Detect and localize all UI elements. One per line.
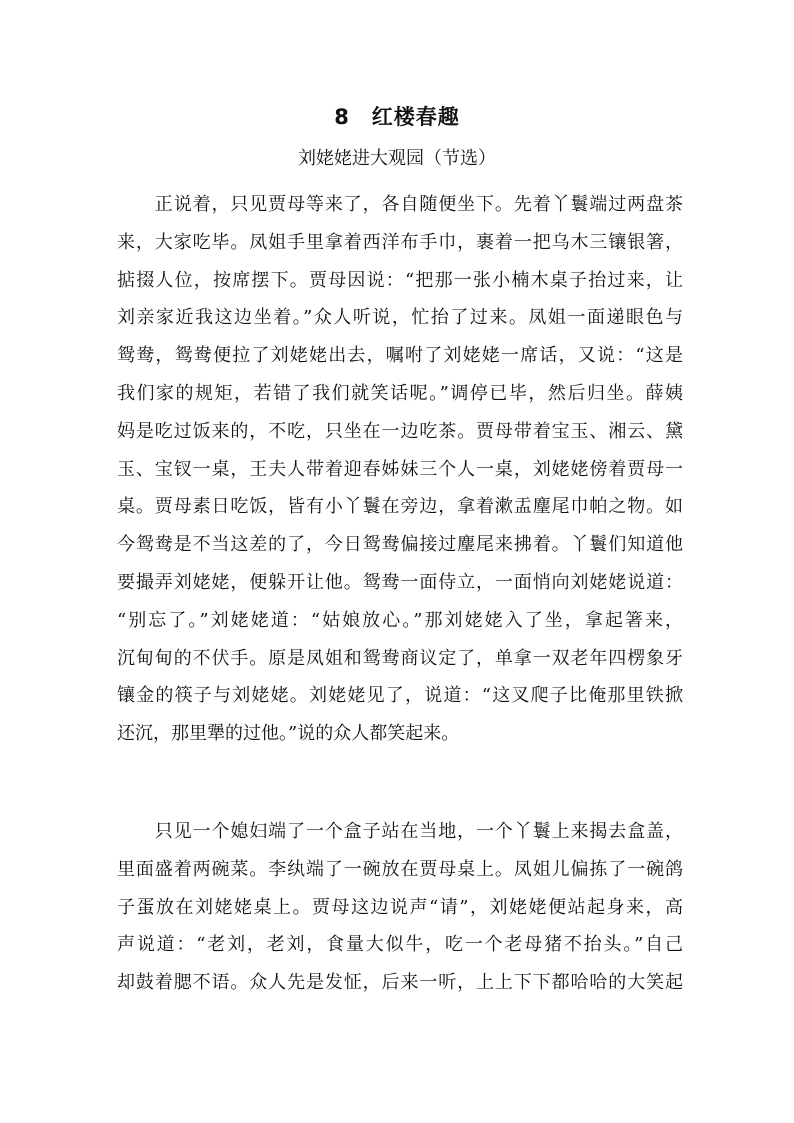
text-line: 妈是吃过饭来的，不吃，只坐在一边吃茶。贾母带着宝玉、湘云、黛 xyxy=(117,420,683,442)
text-line: 正说着，只见贾母等来了，各自随便坐下。先着丫鬟端过两盘茶 xyxy=(117,194,683,215)
chapter-title: 8 红楼春趣 xyxy=(334,105,460,129)
paragraph xyxy=(117,813,683,1002)
text-line: 今鸳鸯是不当这差的了，今日鸳鸯偏接过麈尾来拂着。丫鬟们知道他 xyxy=(117,534,683,556)
text-line: 玉、宝钗一桌，王夫人带着迎春姊妹三个人一桌，刘姥姥傍着贾母一 xyxy=(117,458,683,480)
section-subtitle: 刘姥姥进大观园（节选） xyxy=(298,148,496,169)
text-line: 要撮弄刘姥姥，便躲开让他。鸳鸯一面侍立，一面悄向刘姥姥说道： xyxy=(117,571,683,593)
text-line: “别忘了。”刘姥姥道：“姑娘放心。”那刘姥姥入了坐，拿起箸来， xyxy=(117,609,683,631)
text-line: 还沉，那里犟的过他。”说的众人都笑起来。 xyxy=(117,723,460,745)
text-line: 却鼓着腮不语。众人先是发怔，后来一听，上上下下都哈哈的大笑起 xyxy=(117,972,683,994)
text-line: 鸳鸯，鸳鸯便拉了刘姥姥出去，嘱咐了刘姥姥一席话，又说：“这是 xyxy=(117,345,683,367)
text-line: 声说道：“老刘，老刘，食量大似牛，吃一个老母猪不抬头。”自己 xyxy=(117,934,683,956)
text-line: 我们家的规矩，若错了我们就笑话呢。”调停已毕，然后归坐。薛姨 xyxy=(117,382,683,404)
paragraph xyxy=(117,186,683,753)
text-line: 掂掇人位，按席摆下。贾母因说：“把那一张小楠木桌子抬过来，让 xyxy=(117,269,683,291)
text-line: 沉甸甸的不伏手。原是凤姐和鸳鸯商议定了，单拿一双老年四楞象牙 xyxy=(117,647,683,669)
text-line: 子蛋放在刘姥姥桌上。贾母这边说声“请”，刘姥姥便站起身来，高 xyxy=(117,896,683,918)
text-line: 刘亲家近我这边坐着。”众人听说，忙抬了过来。凤姐一面递眼色与 xyxy=(117,307,683,329)
text-line: 来，大家吃毕。凤姐手里拿着西洋布手巾，裹着一把乌木三镶银箸， xyxy=(117,231,683,253)
text-line: 只见一个媳妇端了一个盒子站在当地，一个丫鬟上来揭去盒盖， xyxy=(117,821,683,842)
text-line: 镶金的筷子与刘姥姥。刘姥姥见了，说道：“这叉爬子比俺那里铁掀 xyxy=(117,685,683,707)
text-line: 桌。贾母素日吃饭，皆有小丫鬟在旁边，拿着漱盂麈尾巾帕之物。如 xyxy=(117,496,683,518)
text-line: 里面盛着两碗菜。李纨端了一碗放在贾母桌上。凤姐儿偏拣了一碗鸽 xyxy=(117,858,683,880)
